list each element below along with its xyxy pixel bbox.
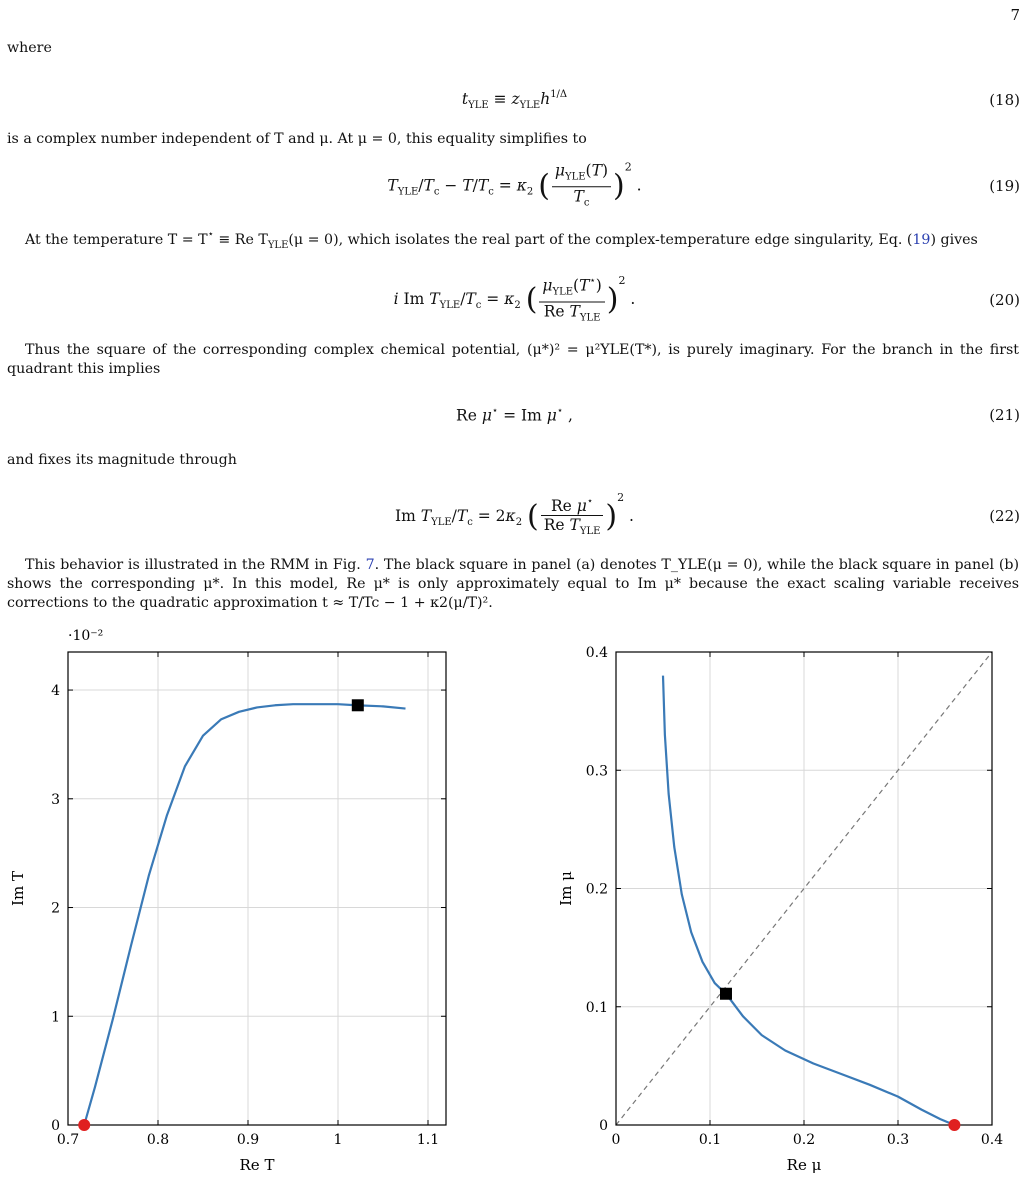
paragraph-after-18: is a complex number independent of T and μ. At μ = 0, this equality simplifies to: [7, 131, 587, 147]
paragraph-where: where: [7, 40, 52, 56]
square-marker: [352, 699, 364, 711]
x-tick-label: 0.1: [698, 1132, 722, 1148]
y-tick-label: 4: [51, 683, 60, 700]
paragraph-before-20: At the temperature T = T⋆ ≡ Re $T_{YLE}(\mu = 0)$, which isolates the real part of the complex-temperature edge singularity, Eq. (19) gives: [25, 229, 978, 251]
y-tick-label: 0.1: [585, 999, 608, 1016]
equation-number: (19): [989, 177, 1020, 195]
x-tick-label: 1.1: [416, 1132, 440, 1148]
x-tick-label: 0.4: [980, 1132, 1004, 1148]
y-tick-label: 0: [51, 1118, 60, 1134]
y-scale-label: ·10⁻²: [68, 628, 104, 644]
equation-19: $T_{YLE}/T_c - T/T_c = \kappa_2$ ( $\frac{\mu_{YLE}(T)}{T_c}$ )$^2$ . (19): [387, 160, 1020, 208]
paragraph-before-22: and fixes its magnitude through: [7, 452, 237, 468]
y-tick-label: 1: [51, 1009, 60, 1026]
y-tick-label: 0: [599, 1118, 608, 1134]
equation-ref-link[interactable]: 19: [912, 232, 931, 248]
x-tick-label: 0.9: [236, 1132, 260, 1148]
x-tick-label: 0.7: [56, 1132, 80, 1148]
x-tick-label: 0.2: [792, 1132, 816, 1148]
equation-number: (20): [989, 291, 1020, 309]
chart-panel-a: [0, 628, 500, 1178]
equation-22: Im $T_{YLE}/T_c = 2\kappa_2$ ( $\frac{Re \mu^⋆}{Re T_{YLE}}$ )$^2$ . (22): [395, 491, 1020, 537]
y-axis-label: Im μ: [557, 871, 575, 906]
chart-panel-b: [520, 640, 1029, 1178]
equation-18: $t_{YLE} \equiv z_{YLE}h^{1/\Delta}$ (18): [461, 89, 1020, 111]
y-axis-label: Im T: [9, 871, 27, 906]
paragraph-before-21: Thus the square of the corresponding complex chemical potential, (μ*)² = μ²YLE(T*), is purely imaginary. For the branch in the first quadrant this implies: [7, 342, 1019, 377]
x-tick-label: 0.3: [886, 1132, 910, 1148]
y-tick-label: 3: [51, 791, 60, 808]
x-axis-label: Re μ: [786, 1156, 822, 1174]
paragraph-final: This behavior is illustrated in the RMM in Fig. 7. The black square in panel (a) denotes T_YLE(μ = 0), while the black square in panel (b) shows the corresponding μ*. In this model, Re μ* is only approximately equal to Im μ* because the exact scaling variable receives corrections to the quadratic approximation t ≈ T/Tc − 1 + κ2(μ/T)².: [7, 557, 1019, 611]
y-tick-label: 0.2: [585, 881, 608, 898]
x-tick-label: 0: [611, 1132, 621, 1148]
equation-21: Re μ⋆ = Im μ⋆ , (21): [456, 405, 1020, 425]
series-line: [84, 704, 405, 1125]
square-marker: [720, 988, 732, 1000]
page-number: 7: [1010, 6, 1020, 24]
y-tick-label: 0.4: [585, 645, 608, 661]
x-tick-label: 0.8: [146, 1132, 170, 1148]
series-line: [663, 676, 954, 1125]
x-tick-label: 1: [333, 1132, 343, 1148]
equation-number: (21): [989, 406, 1020, 424]
circle-marker: [78, 1119, 90, 1131]
plot-frame: [68, 652, 446, 1125]
x-axis-label: Re T: [239, 1156, 275, 1174]
y-tick-label: 0.3: [585, 763, 608, 780]
equation-number: (22): [989, 507, 1020, 525]
figure-ref-link[interactable]: 7: [365, 557, 375, 573]
equation-number: (18): [989, 91, 1020, 109]
circle-marker: [948, 1119, 960, 1131]
equation-20: i Im $T_{YLE}/T_c = \kappa_2$ ( $\frac{\mu_{YLE}(T^⋆)}{Re T_{YLE}}$ )$^2$ . (20): [393, 274, 1020, 324]
y-tick-label: 2: [51, 900, 60, 917]
